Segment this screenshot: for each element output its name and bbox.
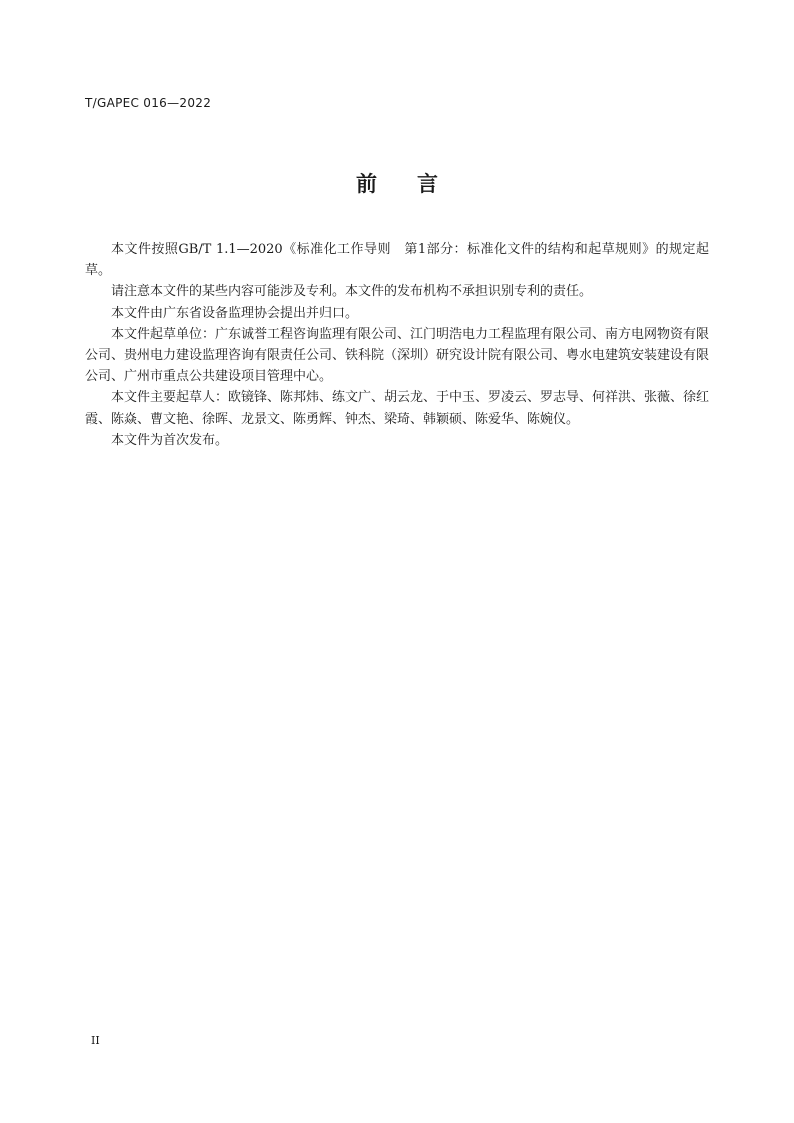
paragraph-patent-notice: 请注意本文件的某些内容可能涉及专利。本文件的发布机构不承担识别专利的责任。 <box>111 284 593 300</box>
paragraph-proposer: 本文件由广东省设备监理协会提出并归口。 <box>111 305 359 321</box>
page-number: II <box>91 1034 100 1047</box>
paragraph-drafting-units: 本文件起草单位：广东诚誉工程咨询监理有限公司、江门明浩电力工程监理有限公司、南方电网物资有限公司、贵州电力建设监理咨询有限责任公司、铁科院（深圳）研究设计院有限公司、粤水电建筑安装建设有限公司、广州市重点公共建设项目管理中心。 <box>85 326 710 385</box>
foreword-body <box>85 239 709 451</box>
paragraph-first-release: 本文件为首次发布。 <box>111 432 229 448</box>
paragraph-drafters: 本文件主要起草人：欧镜锋、陈邦炜、练文广、胡云龙、于中玉、罗凌云、罗志导、何祥洪、张薇、徐红霞、陈焱、曹文艳、徐晖、龙景文、陈勇辉、钟杰、梁琦、韩颖硕、陈爱华、陈婉仪。 <box>85 390 710 427</box>
document-code: T/GAPEC 016—2022 <box>85 96 212 110</box>
paragraph-drafting-rules: 本文件按照GB/T 1.1—2020《标准化工作导则 第1部分：标准化文件的结构和起草规则》的规定起草。 <box>85 242 709 279</box>
page-title: 前言 <box>356 172 478 196</box>
